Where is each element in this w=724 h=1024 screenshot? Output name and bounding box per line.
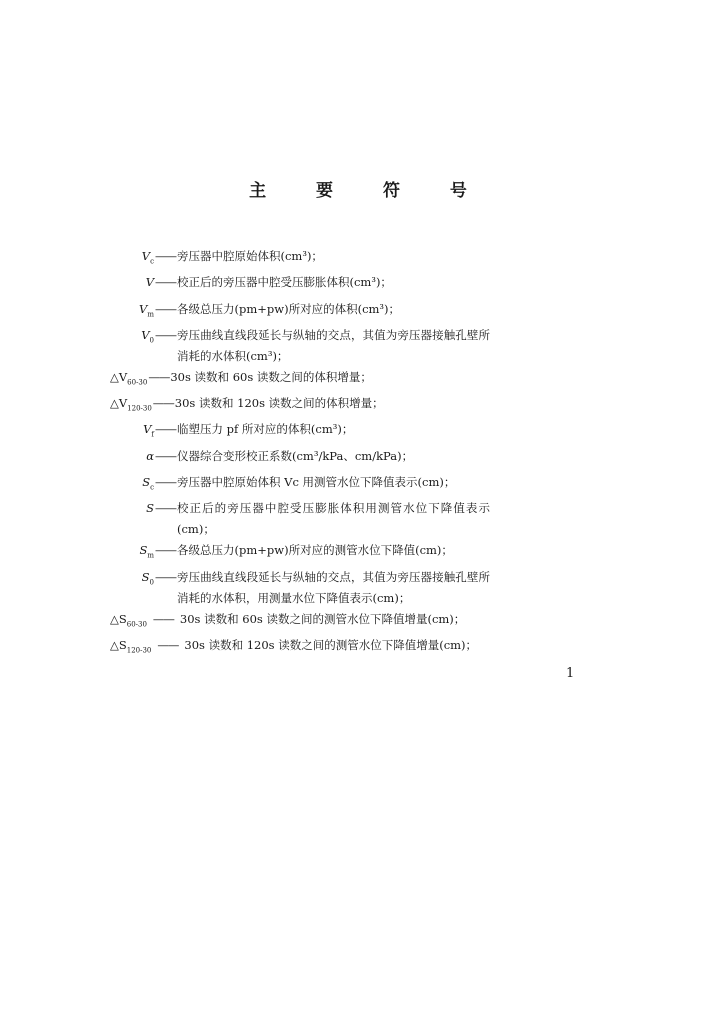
symbol-row xyxy=(110,393,490,419)
symbol-desc: 30s 读数和 120s 读数之间的测管水位下降值增量(cm)； xyxy=(184,637,478,652)
dash: —— xyxy=(157,637,179,652)
symbol-desc: 临塑压力 pf 所对应的体积(cm³)； xyxy=(177,422,354,437)
symbol-desc: 各级总压力(pm+pw)所对应的体积(cm³)； xyxy=(177,301,401,316)
symbol: α xyxy=(146,448,154,463)
symbol-row xyxy=(110,567,490,609)
symbol: $S_0$ xyxy=(141,569,154,586)
symbol-row xyxy=(110,367,490,393)
dash: —— xyxy=(152,611,174,626)
dash: —— xyxy=(155,301,176,316)
symbol-desc: 30s 读数和 120s 读数之间的体积增量； xyxy=(174,396,384,411)
dash: —— xyxy=(155,275,176,290)
symbol: $V_0$ xyxy=(141,327,154,345)
symbol-row xyxy=(110,609,490,635)
symbol-row xyxy=(110,472,490,498)
symbol-row xyxy=(110,419,490,445)
symbol: S xyxy=(146,501,154,516)
symbol: $V_m$ xyxy=(139,301,154,318)
dash: —— xyxy=(155,327,176,342)
symbol-desc: 30s 读数和 60s 读数之间的测管水位下降值增量(cm)； xyxy=(179,611,466,626)
page-title: 主 要 符 号 xyxy=(249,181,489,201)
symbol-desc: 各级总压力(pm+pw)所对应的测管水位下降值(cm)； xyxy=(177,543,453,558)
symbol-desc: 旁压器中腔原始体积 Vc 用测管水位下降值表示(cm)； xyxy=(177,475,456,490)
dash: —— xyxy=(152,396,174,411)
symbol-row xyxy=(110,325,490,367)
dash: —— xyxy=(155,475,176,490)
symbol-list xyxy=(110,246,490,661)
symbol: $S_m$ xyxy=(139,543,154,560)
dash: —— xyxy=(155,249,176,263)
symbol-desc: 校正后的旁压器中腔受压膨胀体积(cm³)； xyxy=(177,275,392,290)
symbol: $\triangle V_{60-30}$ xyxy=(110,369,148,387)
dash: —— xyxy=(155,543,176,558)
dash: —— xyxy=(148,369,170,384)
symbol-desc: 旁压曲线直线段延长与纵轴的交点，其值为旁压器接触孔壁所消耗的水体积，用测量水位下降值表示(cm)； xyxy=(177,569,490,605)
symbol-desc: 旁压曲线直线段延长与纵轴的交点，其值为旁压器接触孔壁所消耗的水体积(cm³)； xyxy=(177,327,490,363)
dash: —— xyxy=(155,448,176,463)
symbol: V xyxy=(145,275,154,290)
symbol: $\triangle S_{120-30}$ xyxy=(110,637,152,655)
symbol-row xyxy=(110,446,490,472)
symbol: $V_c$ xyxy=(141,249,154,266)
dash: —— xyxy=(155,569,176,584)
symbol-row xyxy=(110,246,490,272)
dash: —— xyxy=(155,501,176,516)
symbol: $\triangle S_{60-30}$ xyxy=(110,611,147,628)
symbol-desc: 校正后的旁压器中腔受压膨胀体积用测管水位下降值表示(cm)； xyxy=(177,501,490,537)
symbol-row xyxy=(110,299,490,325)
symbol-row xyxy=(110,635,490,661)
symbol-desc: 旁压器中腔原始体积(cm³)； xyxy=(177,249,323,263)
symbol: $\triangle V_{120-30}$ xyxy=(110,396,152,413)
symbol-desc: 仪器综合变形校正系数(cm³/kPa、cm/kPa)； xyxy=(177,448,414,463)
dash: —— xyxy=(155,422,176,437)
symbol-row xyxy=(110,272,490,298)
symbol-row xyxy=(110,498,490,540)
page-number: 1 xyxy=(566,666,575,681)
symbol: $V_f$ xyxy=(143,422,154,439)
symbol-row xyxy=(110,540,490,566)
symbol-desc: 30s 读数和 60s 读数之间的体积增量； xyxy=(170,369,372,384)
symbol: $S_c$ xyxy=(142,475,154,492)
